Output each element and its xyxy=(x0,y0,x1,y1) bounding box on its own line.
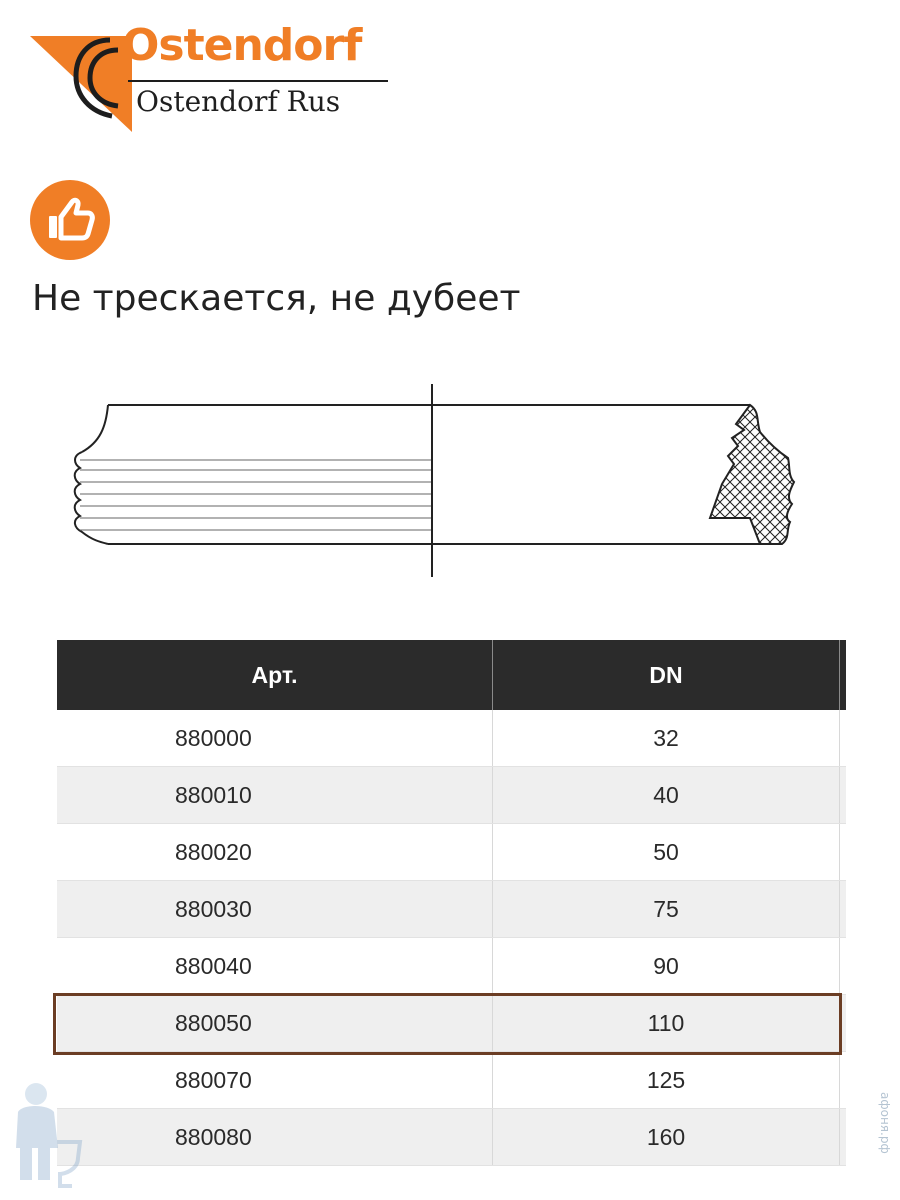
thumbs-up-icon xyxy=(30,180,110,260)
cell-article: 880030 xyxy=(57,881,493,938)
table-row xyxy=(57,824,846,881)
cell-article: 880080 xyxy=(57,1109,493,1166)
table-row xyxy=(57,938,846,995)
article-table xyxy=(57,640,844,1166)
table-row xyxy=(57,1109,846,1166)
cell-article: 880000 xyxy=(57,710,493,767)
table-row xyxy=(57,1052,846,1109)
cell-dn: 32 xyxy=(493,710,840,767)
plumber-mascot-icon xyxy=(8,1078,84,1190)
cell-dn: 160 xyxy=(493,1109,840,1166)
feature-text: Не трескается, не дубеет xyxy=(32,278,521,319)
cell-dn: 125 xyxy=(493,1052,840,1109)
cell-dn: 40 xyxy=(493,767,840,824)
cell-dn: 50 xyxy=(493,824,840,881)
cell-article: 880020 xyxy=(57,824,493,881)
cell-article: 880070 xyxy=(57,1052,493,1109)
cell-article: 880050 xyxy=(57,995,493,1052)
brand-name: Ostendorf xyxy=(122,20,362,71)
brand-logo xyxy=(28,20,388,138)
table-row xyxy=(57,881,846,938)
watermark-text: афоня.рф xyxy=(878,1092,892,1154)
site-watermark xyxy=(872,1090,896,1190)
table-header-row xyxy=(57,640,846,710)
cell-article: 880040 xyxy=(57,938,493,995)
seal-ring-cross-section-drawing xyxy=(60,372,820,587)
cell-dn: 110 xyxy=(493,995,840,1052)
cell-dn: 75 xyxy=(493,881,840,938)
table-row xyxy=(57,767,846,824)
cell-article: 880010 xyxy=(57,767,493,824)
header-article: Арт. xyxy=(57,640,493,710)
cell-dn: 90 xyxy=(493,938,840,995)
table-row xyxy=(57,710,846,767)
header-edge xyxy=(840,640,847,710)
logo-divider xyxy=(128,80,388,84)
table-row-highlighted xyxy=(57,995,846,1052)
header-dn: DN xyxy=(493,640,840,710)
brand-subtitle: Ostendorf Rus xyxy=(136,85,341,118)
